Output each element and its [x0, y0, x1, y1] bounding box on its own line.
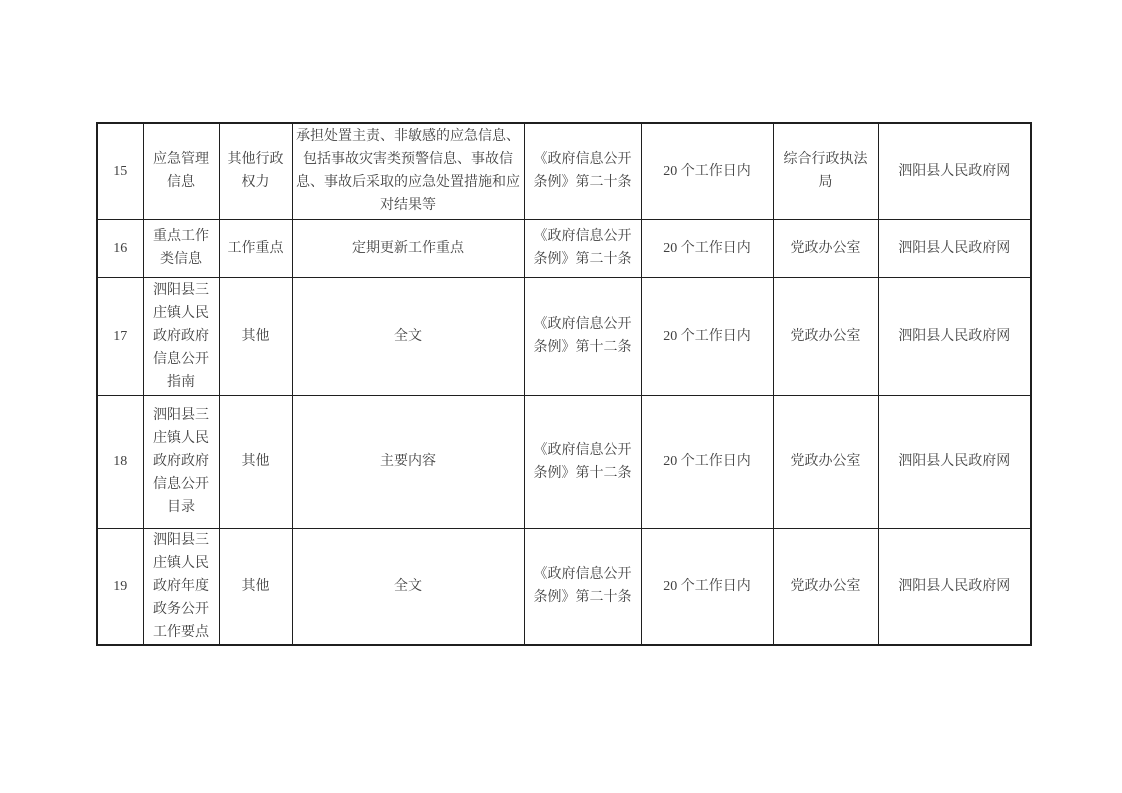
cell-info-name: 重点工作类信息: [143, 219, 219, 277]
cell-department: 综合行政执法局: [773, 123, 878, 219]
cell-category: 其他: [219, 395, 292, 528]
cell-time-limit: 20 个工作日内: [641, 277, 773, 395]
cell-content: 承担处置主责、非敏感的应急信息、包括事故灾害类预警信息、事故信息、事故后采取的应急处置措施和应对结果等: [292, 123, 524, 219]
cell-department: 党政办公室: [773, 395, 878, 528]
cell-content: 定期更新工作重点: [292, 219, 524, 277]
cell-row-number: 19: [97, 528, 143, 645]
table-row: [97, 277, 1031, 395]
cell-category: 工作重点: [219, 219, 292, 277]
cell-info-name: 泗阳县三庄镇人民政府年度政务公开工作要点: [143, 528, 219, 645]
cell-row-number: 16: [97, 219, 143, 277]
table-row: [97, 395, 1031, 528]
cell-legal-basis: 《政府信息公开条例》第二十条: [524, 528, 641, 645]
cell-channel: 泗阳县人民政府网: [878, 528, 1031, 645]
cell-info-name: 泗阳县三庄镇人民政府政府信息公开目录: [143, 395, 219, 528]
cell-channel: 泗阳县人民政府网: [878, 395, 1031, 528]
table-row: [97, 528, 1031, 645]
cell-info-name: 应急管理信息: [143, 123, 219, 219]
cell-time-limit: 20 个工作日内: [641, 123, 773, 219]
table-row: [97, 219, 1031, 277]
cell-row-number: 17: [97, 277, 143, 395]
cell-category: 其他行政权力: [219, 123, 292, 219]
cell-content: 主要内容: [292, 395, 524, 528]
cell-channel: 泗阳县人民政府网: [878, 219, 1031, 277]
cell-time-limit: 20 个工作日内: [641, 219, 773, 277]
cell-department: 党政办公室: [773, 277, 878, 395]
cell-channel: 泗阳县人民政府网: [878, 123, 1031, 219]
cell-time-limit: 20 个工作日内: [641, 528, 773, 645]
cell-content: 全文: [292, 277, 524, 395]
cell-info-name: 泗阳县三庄镇人民政府政府信息公开指南: [143, 277, 219, 395]
info-disclosure-table: [96, 122, 1032, 646]
cell-channel: 泗阳县人民政府网: [878, 277, 1031, 395]
cell-row-number: 15: [97, 123, 143, 219]
cell-category: 其他: [219, 528, 292, 645]
cell-legal-basis: 《政府信息公开条例》第十二条: [524, 277, 641, 395]
cell-department: 党政办公室: [773, 219, 878, 277]
cell-legal-basis: 《政府信息公开条例》第二十条: [524, 123, 641, 219]
cell-legal-basis: 《政府信息公开条例》第二十条: [524, 219, 641, 277]
cell-department: 党政办公室: [773, 528, 878, 645]
cell-row-number: 18: [97, 395, 143, 528]
cell-content: 全文: [292, 528, 524, 645]
cell-category: 其他: [219, 277, 292, 395]
cell-time-limit: 20 个工作日内: [641, 395, 773, 528]
table-row: [97, 123, 1031, 219]
cell-legal-basis: 《政府信息公开条例》第十二条: [524, 395, 641, 528]
